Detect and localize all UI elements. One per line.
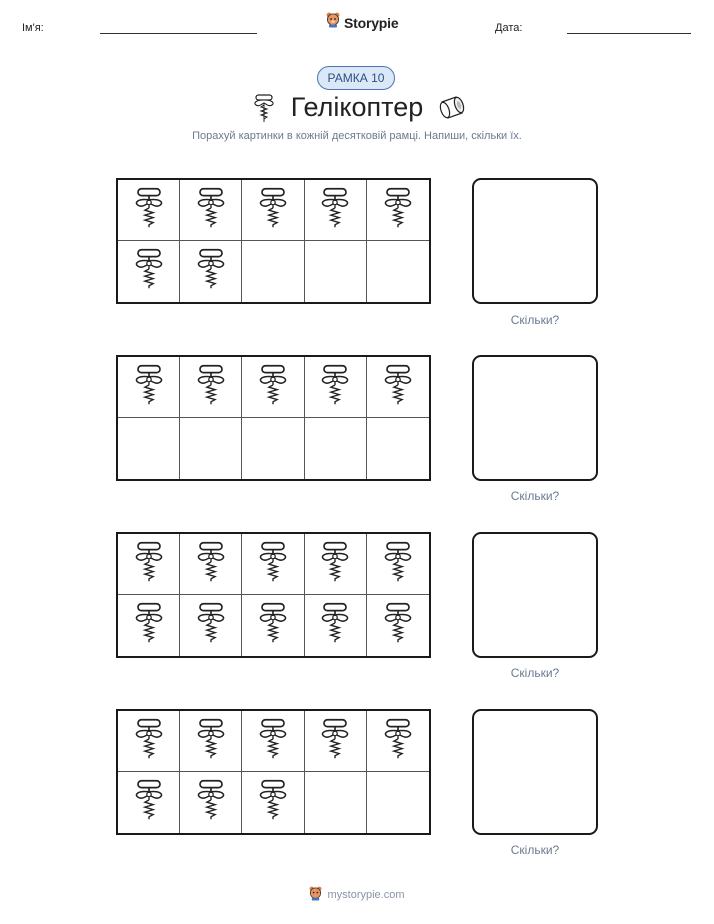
helicopter-icon — [132, 186, 166, 235]
helicopter-icon — [318, 363, 352, 412]
helicopter-icon — [256, 778, 290, 827]
ten-frame-2 — [116, 355, 431, 481]
bear-mascot-icon — [309, 886, 322, 904]
frame-cell — [367, 534, 429, 595]
helicopter-icon — [381, 540, 415, 589]
helicopter-icon — [194, 363, 228, 412]
helicopter-icon — [194, 717, 228, 766]
page-title: Гелікоптер — [290, 92, 424, 122]
helicopter-icon — [381, 601, 415, 650]
helicopter-icon — [256, 363, 290, 412]
frame-cell — [118, 418, 180, 479]
frame-cell — [305, 595, 367, 656]
frame-cell — [305, 357, 367, 418]
frame-cell — [305, 418, 367, 479]
frame-cell — [180, 711, 242, 772]
name-label: Ім'я: — [22, 22, 44, 34]
frame-cell — [305, 711, 367, 772]
helicopter-icon — [194, 778, 228, 827]
helicopter-icon — [256, 540, 290, 589]
instructions: Порахуй картинки в кожній десятковій рамці. Напиши, скільки їх. — [192, 130, 522, 142]
frame-cell — [242, 534, 304, 595]
ten-frame-1 — [116, 178, 431, 304]
how-many-label-4: Скільки? — [510, 843, 560, 857]
helicopter-icon — [318, 601, 352, 650]
name-line[interactable] — [100, 33, 257, 34]
helicopter-icon — [318, 717, 352, 766]
frame-cell — [242, 595, 304, 656]
frame-cell — [180, 180, 242, 241]
brand-name: Storypie — [344, 14, 399, 31]
frame-cell — [242, 180, 304, 241]
cylinder-icon — [436, 94, 466, 125]
frame-cell — [118, 711, 180, 772]
frame-cell — [180, 772, 242, 833]
bear-mascot-icon — [326, 12, 340, 33]
frame-cell — [367, 180, 429, 241]
ten-frame-4 — [116, 709, 431, 835]
frame-cell — [118, 772, 180, 833]
helicopter-icon — [194, 540, 228, 589]
answer-box-2[interactable] — [472, 355, 598, 481]
frame-cell — [242, 772, 304, 833]
date-label: Дата: — [495, 22, 523, 34]
frame-cell — [242, 241, 304, 302]
frame-cell — [305, 241, 367, 302]
frame-cell — [305, 180, 367, 241]
frame-cell — [242, 418, 304, 479]
frame-cell — [367, 418, 429, 479]
frame-cell — [367, 711, 429, 772]
frame-cell — [180, 357, 242, 418]
frame-cell — [118, 180, 180, 241]
frame-cell — [180, 241, 242, 302]
frame-cell — [367, 772, 429, 833]
frame-cell — [305, 772, 367, 833]
frame-cell — [367, 595, 429, 656]
frame-cell — [367, 357, 429, 418]
helicopter-icon — [381, 717, 415, 766]
helicopter-icon — [194, 186, 228, 235]
frame-cell — [118, 534, 180, 595]
brand-logo — [326, 12, 398, 33]
helicopter-icon — [132, 247, 166, 296]
helicopter-icon — [132, 363, 166, 412]
ten-frame-3 — [116, 532, 431, 658]
helicopter-icon — [132, 717, 166, 766]
helicopter-icon — [194, 601, 228, 650]
frame-cell — [180, 534, 242, 595]
frame-cell — [118, 595, 180, 656]
helicopter-icon — [318, 540, 352, 589]
helicopter-icon — [318, 186, 352, 235]
helicopter-icon — [381, 363, 415, 412]
helicopter-icon — [256, 601, 290, 650]
helicopter-icon — [381, 186, 415, 235]
answer-box-3[interactable] — [472, 532, 598, 658]
date-line[interactable] — [567, 33, 691, 34]
helicopter-icon — [132, 778, 166, 827]
footer — [0, 886, 714, 904]
helicopter-icon — [132, 540, 166, 589]
frame-cell — [180, 595, 242, 656]
answer-box-4[interactable] — [472, 709, 598, 835]
helicopter-icon — [256, 186, 290, 235]
how-many-label-1: Скільки? — [510, 313, 560, 327]
frame-cell — [367, 241, 429, 302]
frame-cell — [305, 534, 367, 595]
helicopter-icon — [256, 717, 290, 766]
helicopter-icon — [132, 601, 166, 650]
frame-cell — [118, 357, 180, 418]
helicopter-icon — [194, 247, 228, 296]
footer-url[interactable]: mystorypie.com — [327, 889, 405, 901]
answer-box-1[interactable] — [472, 178, 598, 304]
how-many-label-2: Скільки? — [510, 489, 560, 503]
frame-cell — [180, 418, 242, 479]
frame-badge: РАМКА 10 — [317, 66, 395, 90]
how-many-label-3: Скільки? — [510, 666, 560, 680]
frame-cell — [118, 241, 180, 302]
frame-cell — [242, 357, 304, 418]
frame-cell — [242, 711, 304, 772]
